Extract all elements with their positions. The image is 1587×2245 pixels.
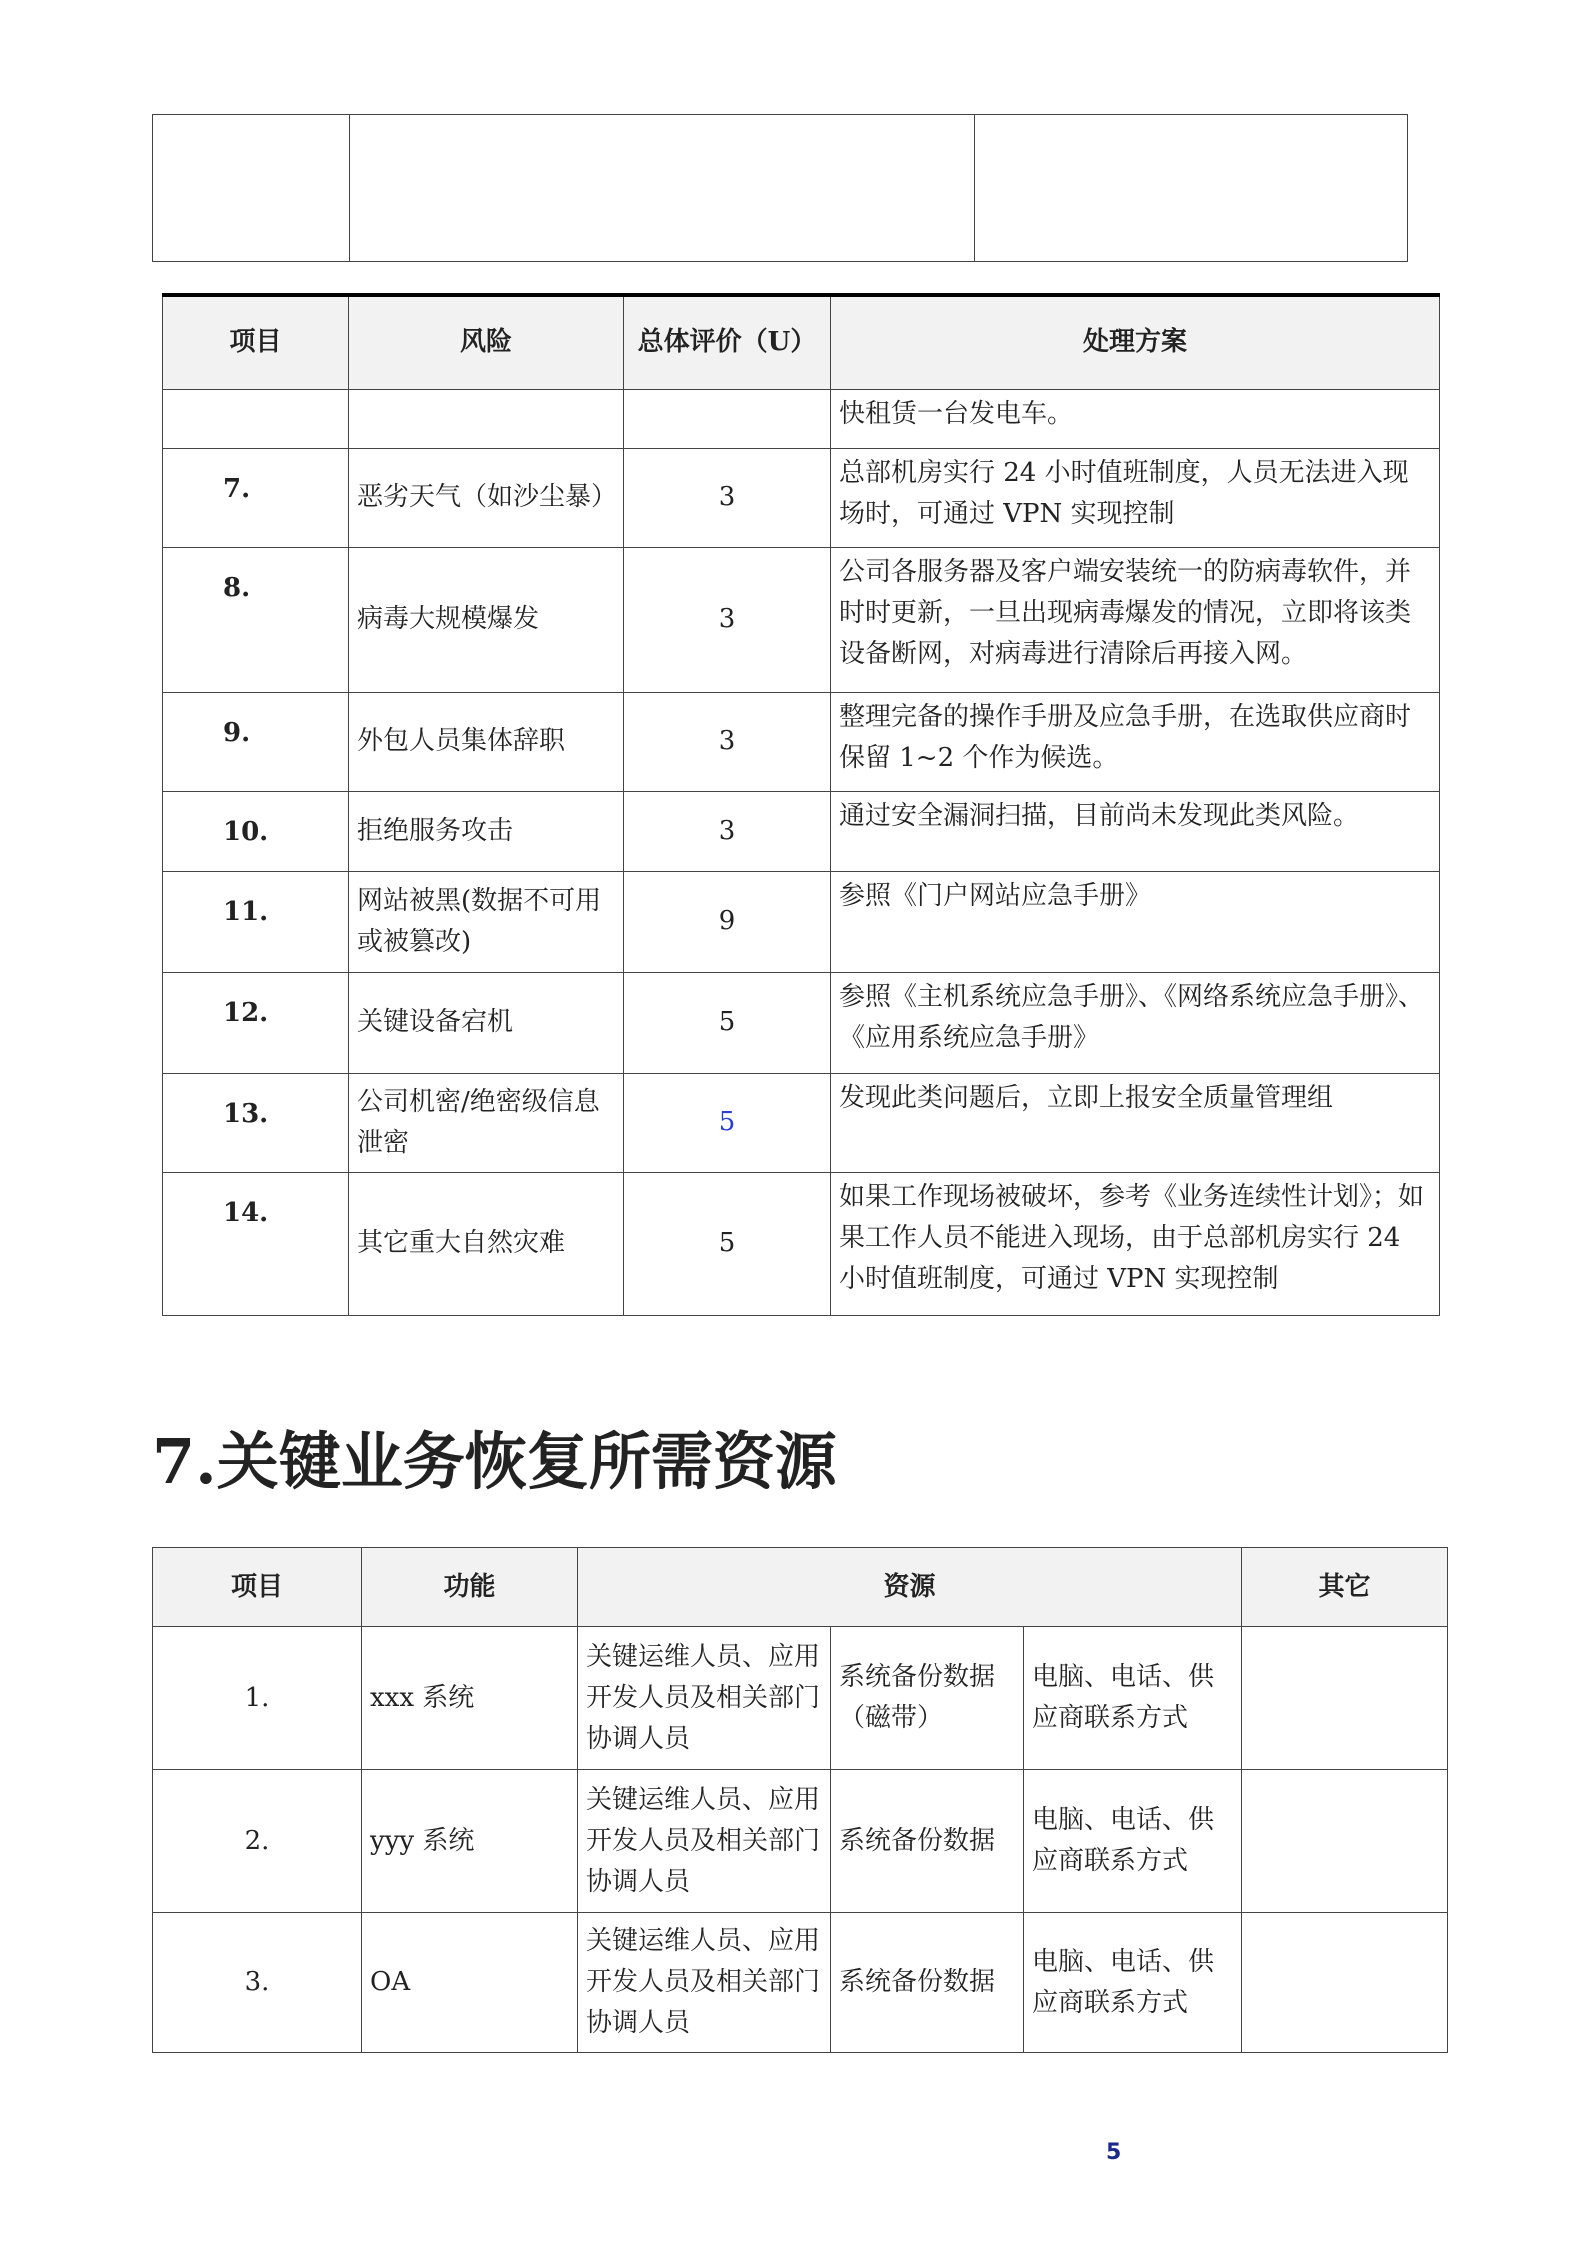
table-row: 13. 公司机密/绝密级信息泄密 5 发现此类问题后，立即上报安全质量管理组 — [163, 1073, 1440, 1172]
table-row: 9. 外包人员集体辞职 3 整理完备的操作手册及应急手册，在选取供应商时保留 1~2 个作为候选。 — [163, 692, 1440, 791]
table-row: 14. 其它重大自然灾难 5 如果工作现场被破坏，参考《业务连续性计划》；如果工作人员不能进入现场，由于总部机房实行 24 小时值班制度，可通过 VPN 实现控制 — [163, 1172, 1440, 1315]
table-row: 3. OA 关键运维人员、应用开发人员及相关部门协调人员 系统备份数据 电脑、电话、供应商联系方式 — [153, 1913, 1448, 2053]
header-other: 其它 — [1242, 1548, 1448, 1627]
table-row: 11. 网站被黑(数据不可用或被篡改) 9 参照《门户网站应急手册》 — [163, 871, 1440, 972]
section-heading: 7.关键业务恢复所需资源 — [152, 1425, 837, 1498]
header-risk: 风险 — [349, 295, 624, 389]
page-number: 5 — [1106, 2140, 1122, 2165]
header-score: 总体评价（U） — [624, 295, 831, 389]
table-row: 8. 病毒大规模爆发 3 公司各服务器及客户端安装统一的防病毒软件，并时时更新，一旦出现病毒爆发的情况，立即将该类设备断网，对病毒进行清除后再接入网。 — [163, 547, 1440, 692]
table-row: 2. yyy 系统 关键运维人员、应用开发人员及相关部门协调人员 系统备份数据 电脑、电话、供应商联系方式 — [153, 1770, 1448, 1913]
resource-table — [152, 1547, 1448, 2053]
table-row: 7. 恶劣天气（如沙尘暴） 3 总部机房实行 24 小时值班制度，人员无法进入现场时，可通过 VPN 实现控制 — [163, 448, 1440, 547]
header-function: 功能 — [362, 1548, 578, 1627]
header-item: 项目 — [163, 295, 349, 389]
header-item: 项目 — [153, 1548, 362, 1627]
header-solution: 处理方案 — [831, 295, 1440, 389]
table-row: 1. xxx 系统 关键运维人员、应用开发人员及相关部门协调人员 系统备份数据（磁带） 电脑、电话、供应商联系方式 — [153, 1627, 1448, 1770]
risk-table — [162, 293, 1440, 1316]
table-row: 10. 拒绝服务攻击 3 通过安全漏洞扫描，目前尚未发现此类风险。 — [163, 791, 1440, 871]
previous-table-fragment — [152, 114, 1408, 262]
header-resources: 资源 — [578, 1548, 1242, 1627]
table-row: 12. 关键设备宕机 5 参照《主机系统应急手册》、《网络系统应急手册》、《应用系统应急手册》 — [163, 972, 1440, 1073]
table-row: 快租赁一台发电车。 — [163, 389, 1440, 448]
